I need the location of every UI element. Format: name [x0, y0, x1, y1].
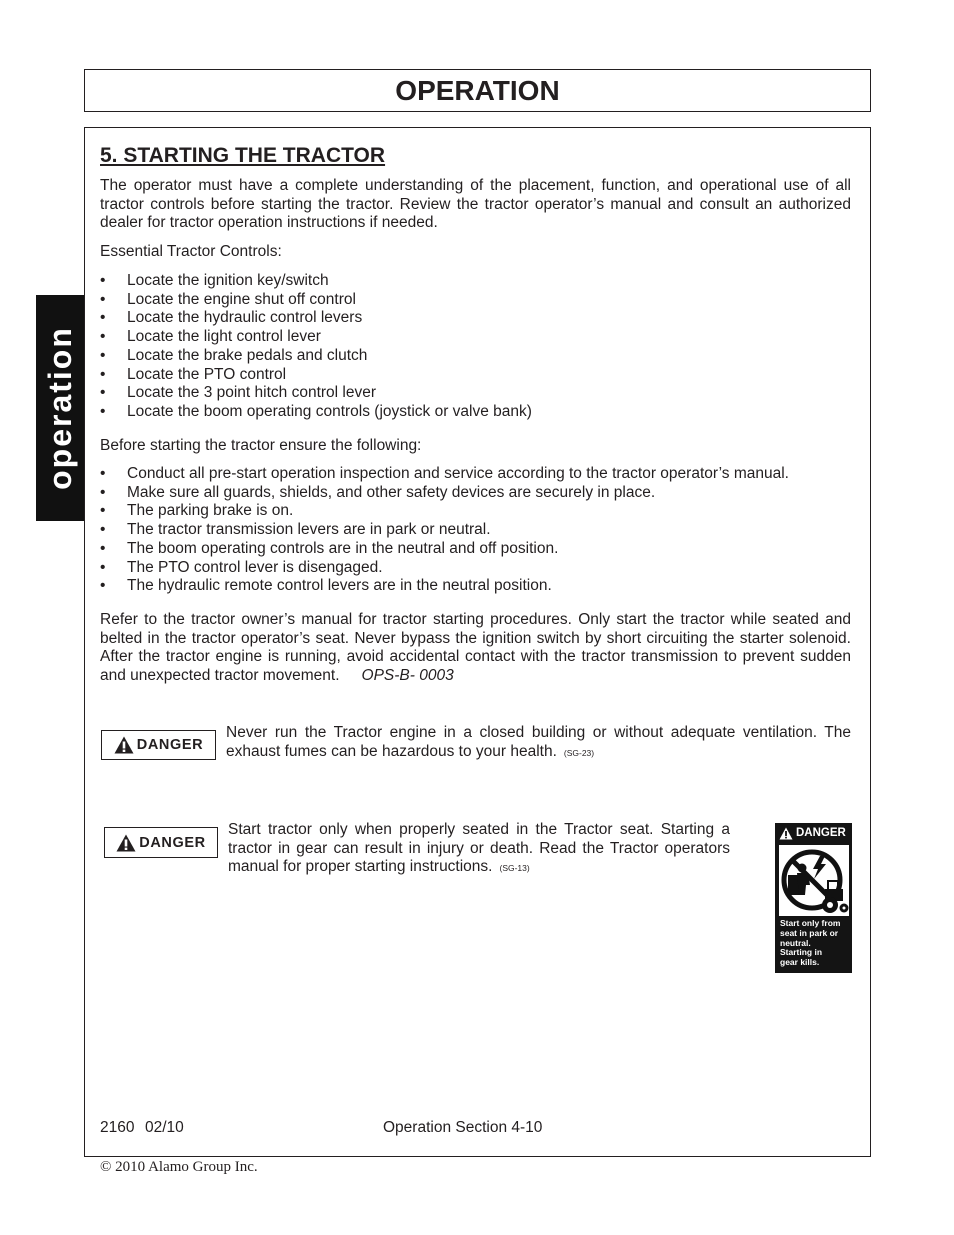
list-item: • Make sure all guards, shields, and other safety devices are securely in place.	[100, 484, 851, 503]
danger-text: Start tractor only when properly seated in the Tractor seat. Starting a tractor in gear can result in injury or death. Read the Tractor operators manual for proper starting instructions.	[228, 821, 730, 876]
decal-line: seat in park or	[780, 927, 839, 938]
intro-paragraph: The operator must have a complete understanding of the placement, function, and operational use of all tractor controls before starting the tractor. Review the tractor operator’s manual and consult an authorized dealer for tractor operation instructions if needed.	[100, 177, 851, 232]
danger-label-1	[101, 730, 216, 760]
list-item: • The hydraulic remote control levers are in the neutral position.	[100, 577, 851, 596]
warning-triangle-icon	[779, 827, 793, 840]
footer-page: Operation Section 4-10	[383, 1119, 543, 1136]
list-item: • Locate the 3 point hitch control lever	[100, 384, 851, 403]
decal-line: Start only from	[780, 918, 841, 928]
list-item: • The parking brake is on.	[100, 502, 851, 521]
decal-line: Starting in	[780, 947, 823, 958]
list-item: • Locate the brake pedals and clutch	[100, 347, 851, 366]
procedure-paragraph	[100, 611, 851, 686]
procedure-text: Refer to the tractor owner’s manual for tractor starting procedures. Only start the tractor while seated and belted in the tractor operator’s seat. Never bypass the ignition switch by short circuiting the starter solenoid. After the tractor engine is running, avoid accidental contact with the tractor transmission to prevent sudden and unexpected tractor movement.	[100, 611, 851, 685]
list-item: • Locate the engine shut off control	[100, 291, 851, 310]
list-item: • Locate the boom operating controls (joystick or valve bank)	[100, 403, 851, 422]
list-item: • Conduct all pre-start operation inspection and service according to the tractor operator’s manual.	[100, 465, 851, 484]
controls-list	[100, 272, 851, 422]
list-item: • The PTO control lever is disengaged.	[100, 559, 851, 578]
danger-message-2	[228, 821, 730, 878]
list-item: • Locate the PTO control	[100, 366, 851, 385]
decal-label: DANGER	[796, 827, 846, 839]
list-item: • The tractor transmission levers are in park or neutral.	[100, 521, 851, 540]
decal-line: gear kills.	[780, 957, 820, 968]
controls-label: Essential Tractor Controls:	[100, 243, 282, 260]
list-item: • Locate the ignition key/switch	[100, 272, 851, 291]
procedure-reference: OPS-B- 0003	[361, 667, 454, 685]
list-item: • The boom operating controls are in the neutral and off position.	[100, 540, 851, 559]
danger-label-text: DANGER	[139, 834, 206, 851]
danger-label-text: DANGER	[136, 737, 204, 753]
list-item: • Locate the light control lever	[100, 328, 851, 347]
warning-triangle-icon	[114, 736, 134, 754]
side-tab-label: operation	[42, 326, 78, 490]
footer-date: 02/10	[145, 1119, 184, 1136]
copyright: © 2010 Alamo Group Inc.	[100, 1159, 258, 1175]
danger-text: Never run the Tractor engine in a closed building or without adequate ventilation. The exhaust fumes can be hazardous to your health.	[226, 724, 851, 760]
danger-decal	[775, 823, 852, 973]
section-heading: 5. STARTING THE TRACTOR	[100, 144, 386, 167]
decal-message	[780, 919, 840, 968]
checks-label: Before starting the tractor ensure the following:	[100, 437, 422, 454]
list-item: • Locate the hydraulic control levers	[100, 309, 851, 328]
no-ground-start-icon	[779, 845, 849, 916]
page-title: OPERATION	[395, 75, 560, 106]
danger-code: (SG-23)	[563, 747, 595, 758]
warning-triangle-icon	[116, 834, 136, 852]
danger-code: (SG-13)	[499, 863, 530, 874]
page-header	[84, 69, 871, 112]
danger-label-2	[104, 827, 218, 858]
danger-message-1	[226, 724, 851, 762]
section-side-tab	[36, 295, 84, 521]
decal-line: neutral.	[780, 937, 811, 948]
checks-list	[100, 465, 851, 596]
footer-model: 2160	[100, 1119, 135, 1136]
